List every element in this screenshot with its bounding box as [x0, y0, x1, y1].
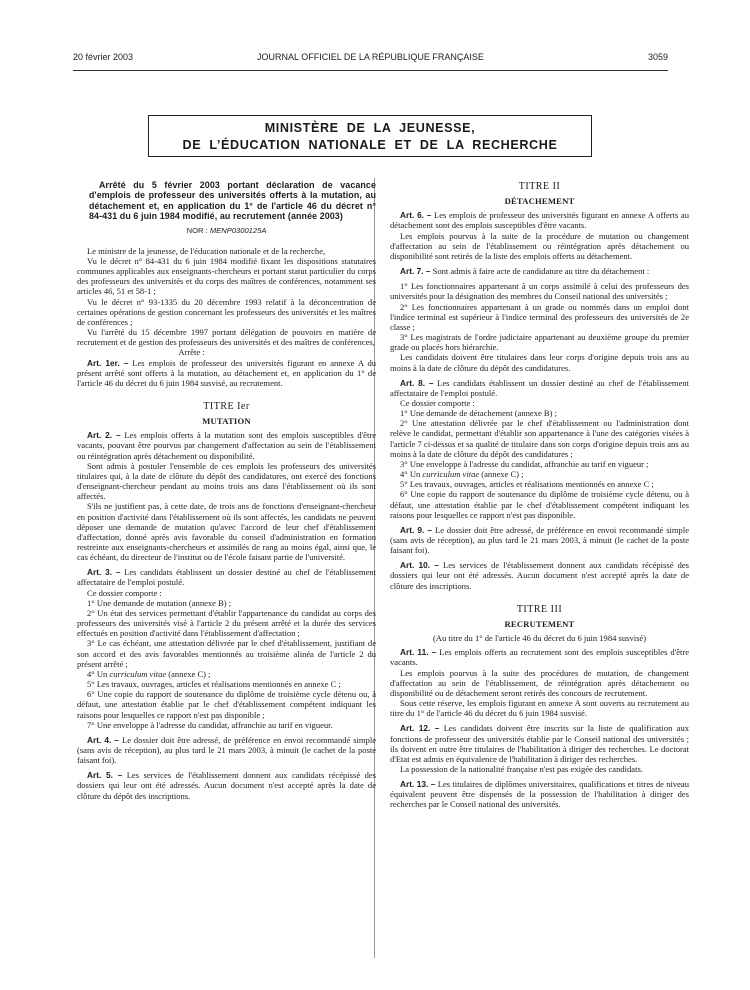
- list-intro: Ce dossier comporte :: [400, 397, 475, 408]
- list-item: 7° Une enveloppe à l'adresse du candidat, affranchie au tarif en vigueur.: [87, 719, 333, 730]
- article-label: Art. 1er. –: [87, 357, 129, 368]
- section-heading: MUTATION: [202, 416, 251, 427]
- article-7: [390, 266, 689, 276]
- article-text: Les services de l'établissement donnent aux candidats récépissé des dossiers qui leur ont été adressés. Aucun document n'est accepté après la date de clôture du dépôt des inscriptions.: [77, 770, 377, 801]
- preamble-paragraph: Vu le décret n° 93-1335 du 20 décembre 1993 relatif à la déconcentration de certaines opérations de gestion concernant les professeurs des universités et les maîtres de conférences ;: [77, 296, 376, 327]
- list-item: 2° Un état des services permettant d'établir l'appartenance du candidat au corps des professeurs des universités visé à l'article 2 du présent arrêté et la durée des services effectués en position d'activité dans l'établissement d'affectation ;: [77, 607, 376, 639]
- article-13: [390, 779, 689, 809]
- article-label: Art. 2. –: [87, 430, 121, 441]
- preamble-paragraph: Vu le décret n° 84-431 du 6 juin 1984 modifié fixant les dispositions statutaires communes applicables aux enseignants-chercheurs et portant statut particulier du corps des professeurs des universités et du corps des maîtres de conférences, notamment ses articles 46, 51 et 58-1 ;: [77, 255, 376, 297]
- article-paragraph: Sont admis à postuler l'ensemble de ces emplois les professeurs des universités titulaires qui, à la date de clôture du dépôt des candidatures, ont exercé des fonctions d'enseignant-chercheur pendant au moins trois ans dans l'établissement où ils sont affectés.: [77, 460, 376, 502]
- nor-code: MENP0300125A: [209, 225, 267, 235]
- article-3: [77, 567, 376, 587]
- article-11: [390, 647, 689, 667]
- list-item: 3° Une enveloppe à l'adresse du candidat, affranchie au tarif en vigueur ;: [400, 458, 649, 469]
- article-label: Art. 3. –: [87, 567, 121, 578]
- header-divider: [73, 70, 668, 71]
- article-label: Art. 10. –: [400, 560, 439, 571]
- nor-reference: [77, 226, 376, 236]
- right-column: [390, 182, 689, 810]
- list-item: 4° Un curriculum vitae (annexe C) ;: [87, 668, 211, 679]
- decree-title: Arrêté du 5 février 2003 portant déclaration de vacance d'emplois de professeur des universités offerts à la mutation, au détachement et, en application du 1° de l'article 46 du décret n° 84-431 du 6 juin 1984 modifié, au recrutement (année 2003): [89, 180, 376, 222]
- article-text: Les titulaires de diplômes universitaires, qualifications et titres de niveau équivalent peuvent être dispensés de la possession de l'habilitation à diriger des recherches par le Conseil national des universités.: [390, 779, 689, 810]
- titre-heading: TITRE Ier: [203, 400, 250, 412]
- article-6: [390, 210, 689, 230]
- page-number: 3059: [647, 52, 668, 62]
- article-text: Les emplois offerts au recrutement sont des emplois susceptibles d'être vacants.: [390, 647, 690, 668]
- article-label: Art. 12. –: [400, 723, 440, 734]
- article-text: Les emplois de professeur des universités figurant en annexe A du présent arrêté sont offerts à la mutation, au détachement et, en application du 1° de l'article 46 du décret du 6 juin 1984 susvisé, au recrutement.: [77, 357, 376, 388]
- article-paragraph: Les candidats doivent être titulaires dans leur corps d'origine depuis trois ans au moins à la date de clôture du dépôt des candidatures.: [390, 352, 689, 373]
- list-item: 3° Les magistrats de l'ordre judiciaire appartenant au deuxième groupe du premier grade ou placés hors hiérarchie.: [390, 332, 689, 353]
- article-text: Les services de l'établissement donnent aux candidats récépissé des dossiers qui leur ont été adressés. Aucun document n'est accepté après la date de clôture des inscriptions.: [390, 560, 689, 591]
- list-item: 2° Les fonctionnaires appartenant à un grade ou nommés dans un emploi dont l'indice terminal est supérieur à l'indice terminal des professeurs des universités de 2e classe ;: [390, 301, 689, 332]
- article-label: Art. 7. –: [400, 266, 431, 277]
- article-8: [390, 378, 689, 398]
- ministry-line-2: DE L’ÉDUCATION NATIONALE ET DE LA RECHERCHE: [182, 138, 558, 152]
- article-text: Les emplois de professeur des universités figurant en annexe A offerts au détachement sont des emplois susceptibles d'être vacants.: [390, 210, 689, 231]
- article-4: [77, 735, 376, 765]
- italic-term: curriculum vitae: [109, 668, 167, 679]
- article-10: [390, 560, 689, 590]
- article-text: Les emplois offerts à la mutation sont des emplois susceptibles d'être vacants, pouvant être pourvus par changement d'affectation au sein de l'établissement ou réintégration après détachement ou disponibilité.: [77, 430, 376, 461]
- list-item: 1° Les fonctionnaires appartenant à un corps assimilé à celui des professeurs des universités pour la désignation des membres du Conseil national des universités ;: [390, 281, 689, 302]
- list-item: 6° Une copie du rapport de soutenance du diplôme de troisième cycle détenu, ou à défaut, une attestation établie par le chef d'établissement compétent indiquant les raisons pour lesquelles ce rapport n'est pas disponible.: [390, 489, 689, 520]
- list-item: 1° Une demande de mutation (annexe B) ;: [87, 597, 232, 608]
- list-item: 4° Un curriculum vitae (annexe C) ;: [400, 469, 524, 480]
- article-5: [77, 770, 376, 800]
- preamble-paragraph: Le ministre de la jeunesse, de l'éducation nationale et de la recherche,: [87, 245, 326, 256]
- running-head: [73, 52, 668, 66]
- left-column: [77, 180, 376, 801]
- article-label: Art. 6. –: [400, 210, 432, 221]
- article-label: Art. 9. –: [400, 524, 433, 535]
- preamble-paragraph: Vu l'arrêté du 15 décembre 1997 portant délégation de pouvoirs en matière de recrutement et de gestion des professeurs des universités et des maîtres de conférences,: [77, 327, 376, 348]
- article-text: Le dossier doit être adressé, de préférence en envoi recommandé simple (sans avis de réception), au plus tard le 21 mars 2003, à minuit (le cachet de la poste faisant foi).: [77, 734, 377, 766]
- article-text: Les candidats doivent être inscrits sur la liste de qualification aux fonctions de professeur des universités établie par le Conseil national des universités ; ils doivent en outre être titulaires de l'habilitation à diriger des recherches. Le doctorat d'Etat est admis en équivalence de l'habilitation à diriger des recherches.: [390, 723, 689, 764]
- list-item: 2° Une attestation délivrée par le chef d'établissement ou l'administration dont relève le candidat, permettant d'établir son appartenance à l'une des catégories visées à l'article 7 ci-dessus et sa qualité de titulaire dans son corps d'origine depuis trois ans au moins à la date de clôture du dépôt des candidatures ;: [390, 418, 689, 459]
- article-label: Art. 4. –: [87, 734, 120, 745]
- italic-term: curriculum vitae: [422, 469, 480, 480]
- ministry-line-1: MINISTÈRE DE LA JEUNESSE,: [264, 121, 476, 135]
- titre-heading: TITRE III: [516, 603, 563, 615]
- article-1: [77, 358, 376, 388]
- list-intro: Ce dossier comporte :: [87, 587, 162, 598]
- ministry-heading: [148, 115, 592, 157]
- article-text: Sont admis à faire acte de candidature au titre du détachement :: [432, 266, 650, 277]
- article-9: [390, 525, 689, 555]
- article-label: Art. 11. –: [400, 647, 437, 658]
- issue-date: 20 février 2003: [73, 52, 134, 62]
- list-item: 5° Les travaux, ouvrages, articles et réalisations mentionnés en annexe C ;: [400, 479, 654, 490]
- titre-heading: TITRE II: [518, 181, 561, 192]
- list-item: 6° Une copie du rapport de soutenance du diplôme de troisième cycle détenu ou, à défaut, une attestation établie par le chef d'établissement compétent indiquant les raisons pour lesquelles ce rapport n'est pas disponible ;: [77, 689, 376, 720]
- section-heading: DÉTACHEMENT: [504, 196, 575, 207]
- list-item: 3° Le cas échéant, une attestation délivrée par le chef d'établissement, justifiant de son accord et des avis favorables mentionnés au troisième alinéa de l'article 2 du présent arrêté ;: [77, 638, 376, 669]
- article-paragraph: La possession de la nationalité française n'est pas exigée des candidats.: [400, 763, 643, 774]
- article-label: Art. 13. –: [400, 779, 436, 790]
- article-paragraph: S'ils ne justifient pas, à cette date, de trois ans de fonctions d'enseignant-chercheur en position d'activité dans l'établissement où ils sont affectés, les candidats ne peuvent déposer une demande de mutation qu'avec l'accord de leur chef d'établissement d'affectation, donné après avis favorable du conseil d'administration en formation restreinte aux enseignants-chercheurs et assimilés de rang au moins égal, ainsi que, le cas échéant, du directeur de l'institut ou de l'école faisant partie de l'université.: [77, 501, 376, 563]
- section-subheading: (Au titre du 1° de l'article 46 du décret du 6 juin 1984 susvisé): [432, 633, 647, 644]
- article-paragraph: Les emplois pourvus à la suite des procédures de mutation, de changement d'affectation au sein de l'établissement, de réintégration après détachement ou disponibilité ou de détachement seront retirés des concours de recrutement.: [390, 667, 689, 698]
- list-item: 1° Une demande de détachement (annexe B) ;: [400, 408, 557, 419]
- article-text: Le dossier doit être adressé, de préférence en envoi recommandé simple (sans avis de réception), au plus tard le 21 mars 2003, à minuit (le cachet de la poste faisant foi).: [390, 524, 690, 556]
- article-label: Art. 5. –: [87, 770, 123, 781]
- nor-label: NOR :: [186, 225, 208, 235]
- article-text: Les candidats établissent un dossier destiné au chef de l'établissement affectataire de l'emploi postulé.: [390, 377, 690, 398]
- article-text: Les candidats établissent un dossier destiné au chef de l'établissement affectataire de l'emploi postulé.: [77, 567, 377, 588]
- article-label: Art. 8. –: [400, 377, 434, 388]
- article-12: [390, 723, 689, 764]
- arrete-label: Arrête :: [178, 347, 205, 358]
- section-heading: RECRUTEMENT: [504, 618, 575, 629]
- list-item: 5° Les travaux, ouvrages, articles et réalisations mentionnés en annexe C ;: [87, 679, 341, 690]
- article-paragraph: Les emplois pourvus à la suite de la procédure de mutation ou changement d'affectation au sein de l'établissement ou réintégration après détachement ou disponibilité sont retirés de la liste des emplois offerts au détachement.: [390, 230, 689, 261]
- journal-title: JOURNAL OFFICIEL DE LA RÉPUBLIQUE FRANÇAISE: [257, 52, 484, 62]
- article-paragraph: Sous cette réserve, les emplois figurant en annexe A sont ouverts au recrutement au titre du 1° de l'article 46 du décret du 6 juin 1984 susvisé.: [390, 698, 689, 719]
- article-2: [77, 430, 376, 460]
